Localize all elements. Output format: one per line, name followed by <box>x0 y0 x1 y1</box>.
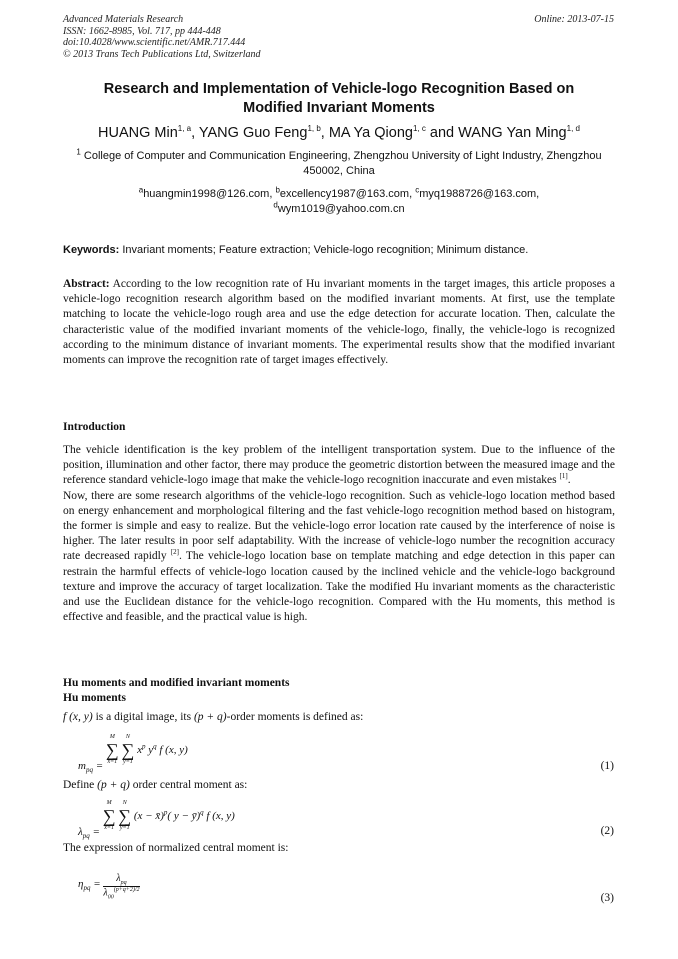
equation-number: (2) <box>600 825 614 837</box>
online-date: Online: 2013-07-15 <box>534 14 614 25</box>
doi: doi:10.4028/www.scientific.net/AMR.717.444 <box>63 37 246 48</box>
introduction-paragraph: The vehicle identification is the key problem of the intelligent transportation system. Due to the influence of the position, illumination and other factor, there may produce the geometric distortion between the measured image and the reference standard vehicle-logo image that make the vehicle-logo recognition inaccurate and even mistakes [1]. Now, there are some research algorithms of the vehicle-logo recognition. Such as vehicle-logo location method based on energy enhancement and morphological filtering and the fast vehicle-logo recognition method based on histogram, the former is simple and easy to realize. But the vehicle-logo error location rate caused by the interference of noise is higher. The later results in poor self adaptability. With the increase of vehicle-logo number the recognition accuracy rate decreased rapidly [2]. The vehicle-logo location base on template matching and edge detection in this paper can restrain the harmful effects of vehicle-logo location caused by the inclined vehicle and the vehicle-logo background texture and improve the accuracy of target localization. Take the modified Hu invariant moments as the characteristic and use the Euclidean distance for the vehicle-logo recognition. Compared with the Hu moments, this method is effective and feasible, and the practical value is high. <box>63 444 616 624</box>
email: wym1019@yahoo.com.cn <box>277 203 405 215</box>
citation: [1] <box>559 472 568 481</box>
affiliation: $^1$ College of Computer and Communication Engineering, Zhengzhou University of Light Industry, Zhengzhou 450002, China <box>76 147 602 177</box>
central-moment-text: Define (p + q) order central moment as: <box>63 779 248 791</box>
email: myq1988726@163.com, <box>419 188 540 200</box>
email: huangmin1998@126.com, <box>143 188 273 200</box>
equation-number: (3) <box>600 892 614 904</box>
author-name: WANG Yan Ming <box>458 125 567 141</box>
equation-3: $\eta_{pq}$ = $\lambda_{pq}$ $\lambda_{00}^{(p+q+2)/2}$ <box>78 873 140 901</box>
author-list: HUANG Min$^{1, a}$, YANG Guo Feng$^{1, b}$, MA Ya Qiong$^{1, c}$ and WANG Yan Ming$^{1, d}$ <box>98 124 580 141</box>
issn: ISSN: 1662-8985, Vol. 717, pp 444-448 <box>63 25 221 37</box>
paper-title: Research and Implementation of Vehicle-logo Recognition Based on Modified Invariant Moments <box>103 81 575 116</box>
journal-name: Advanced Materials Research <box>63 14 184 25</box>
copyright: © 2013 Trans Tech Publications Ltd, Switzerland <box>63 48 261 60</box>
journal-meta <box>63 14 261 60</box>
author-emails: $^a$huangmin1998@126.com, $^b$excellency1987@163.com, $^c$myq1988726@163.com, $^d$wym1019@yahoo.com.cn <box>138 185 540 215</box>
subsection-heading-hu-moments: Hu moments <box>63 692 126 704</box>
author-name: HUANG Min <box>98 125 178 141</box>
author-name: MA Ya Qiong <box>328 125 413 141</box>
citation: [2] <box>170 548 179 557</box>
abstract-label: Abstract: <box>63 278 110 290</box>
normalized-moment-text: The expression of normalized central moment is: <box>63 842 289 854</box>
moment-definition-text: f (x, y) is a digital image, its (p + q)-order moments is defined as: <box>63 711 364 723</box>
email: excellency1987@163.com, <box>279 188 413 200</box>
section-heading-introduction: Introduction <box>63 421 126 433</box>
abstract: Abstract: According to the low recognition rate of Hu invariant moments in the target images, this article proposes a vehicle-logo recognition research algorithm based on the modified invariant moments. At first, use the template matching to locate the vehicle-logo rough area and use the edge detection for accurate location. Then, calculate the characteristic value of the modified invariant moments of the vehicle-logo, finally, the vehicle-logo is recognized according to the minimum distance of invariant moments. The experimental results show that the modified invariant moments can improve the recognition rate of target images effectively. <box>63 278 615 367</box>
section-heading-hu-moments: Hu moments and modified invariant moments <box>63 677 290 689</box>
keywords-label: Keywords: <box>63 244 120 256</box>
equation-1: $m_{pq}$ = M ∑ x=1 N ∑ y=1 $x^p$ $y^q$ f (x, y) <box>78 734 188 775</box>
equation-2: $\lambda_{pq}$ = M ∑ x=1 N ∑ y=1 (x − x̄)$^p$( y − ȳ)$^q$ f (x, y) <box>78 800 235 841</box>
author-name: YANG Guo Feng <box>198 125 308 141</box>
equation-number: (1) <box>600 760 614 772</box>
keywords: Keywords: Invariant moments; Feature extraction; Vehicle-logo recognition; Minimum distance. <box>63 244 529 256</box>
